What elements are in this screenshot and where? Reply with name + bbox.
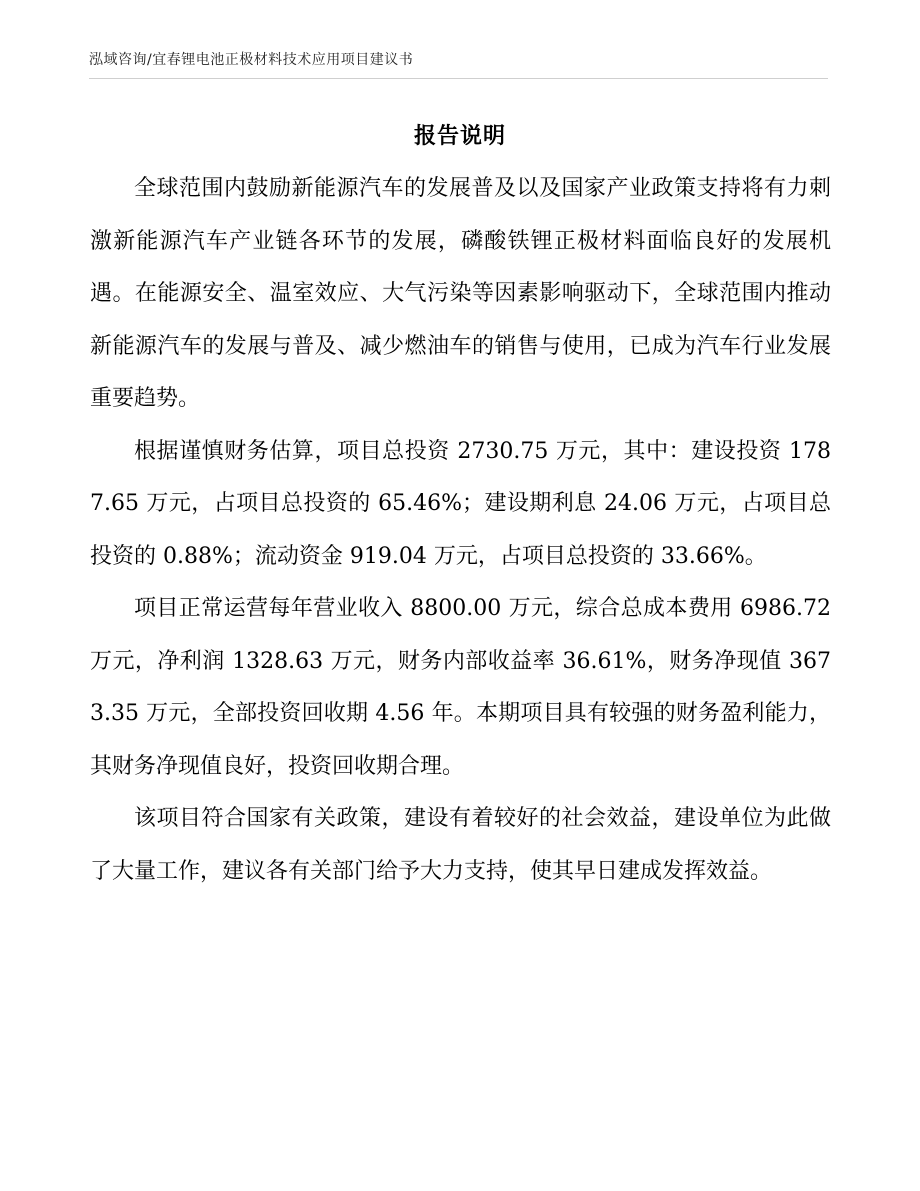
paragraph-recommendation: 该项目符合国家有关政策，建设有着较好的社会效益，建设单位为此做了大量工作，建议各有关部门给予大力支持，使其早日建成发挥效益。 (90, 806, 831, 884)
header-divider (89, 78, 828, 79)
page-title: 报告说明 (413, 123, 506, 149)
document-body (90, 163, 831, 898)
paragraph-market-background: 全球范围内鼓励新能源汽车的发展普及以及国家产业政策支持将有力刺激新能源汽车产业链各环节的发展，磷酸铁锂正极材料面临良好的发展机遇。在能源安全、温室效应、大气污染等因素影响驱动下，全球范围内推动新能源汽车的发展与普及、减少燃油车的销售与使用，已成为汽车行业发展重要趋势。 (90, 176, 831, 411)
paragraph-financial-returns: 项目正常运营每年营业收入 8800.00 万元，综合总成本费用 6986.72 万元，净利润 1328.63 万元，财务内部收益率 36.61%，财务净现值 3673.35 万元，全部投资回收期 4.56 年。本期项目具有较强的财务盈利能力，其财务净现值良好，投资回收期合理。 (90, 596, 831, 779)
paragraph-investment: 根据谨慎财务估算，项目总投资 2730.75 万元，其中：建设投资 1787.65 万元，占项目总投资的 65.46%；建设期利息 24.06 万元，占项目总投资的 0.88%；流动资金 919.04 万元，占项目总投资的 33.66%。 (90, 438, 831, 569)
running-header: 泓域咨询/宜春锂电池正极材料技术应用项目建议书 (89, 52, 414, 68)
